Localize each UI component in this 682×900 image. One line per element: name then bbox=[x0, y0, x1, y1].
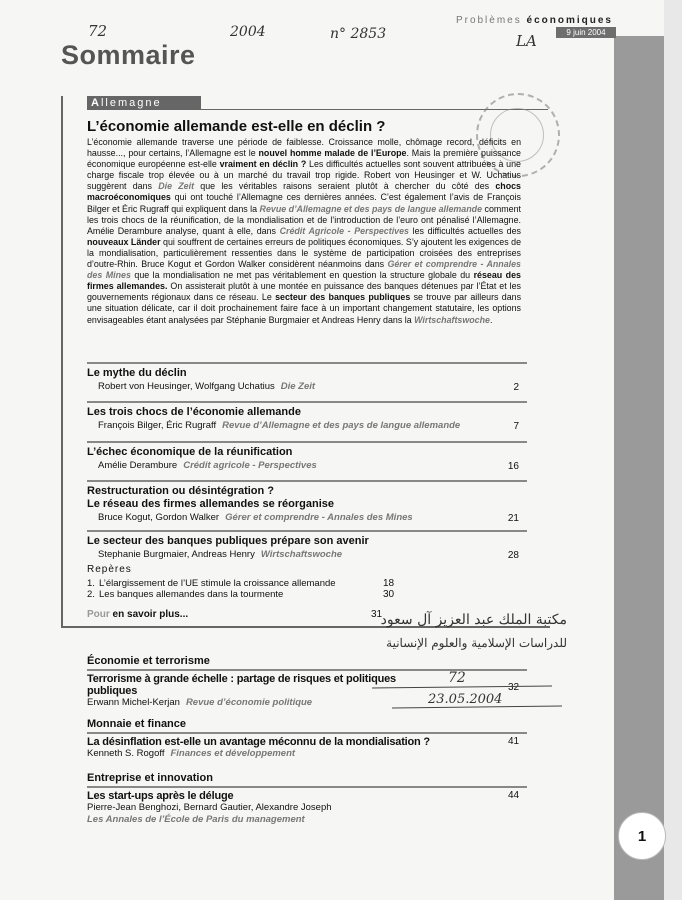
abstract-text: . bbox=[489, 314, 493, 325]
entry-page: 16 bbox=[507, 461, 519, 472]
entry-page: 28 bbox=[507, 550, 519, 561]
scan-edge bbox=[664, 0, 682, 900]
abstract-emphasis: chocs macroéconomiques bbox=[87, 181, 521, 203]
abstract-source: Die Zeit bbox=[158, 181, 195, 192]
handwritten-note: 72 bbox=[88, 22, 108, 40]
section-monnaie-finance bbox=[87, 718, 527, 760]
repere-item: 2. Les banques allemandes dans la tourmente bbox=[87, 589, 284, 600]
entry-source: Gérer et comprendre - Annales des Mines bbox=[225, 512, 413, 523]
entry-page: 2 bbox=[513, 382, 519, 393]
abstract-text: L’économie allemande traverse une période de faiblesse. Croissance molle, chômage record, déficits en hausse..., pour certains, l’Allemagne est le bbox=[87, 137, 521, 159]
publication-date: 9 juin 2004 bbox=[556, 27, 616, 38]
entry-authors: Stephanie Burgmaier, Andreas Henry Wirtschaftswoche bbox=[98, 549, 343, 560]
entry-authors: Amélie Derambure Crédit agricole - Perspectives bbox=[98, 460, 317, 471]
handwritten-mark: LA bbox=[516, 32, 537, 50]
entry-source: Revue d’Allemagne et des pays de langue allemande bbox=[222, 420, 461, 431]
article-page: 32 bbox=[508, 682, 520, 693]
toc-entry bbox=[87, 401, 527, 432]
article-page: 41 bbox=[508, 736, 520, 747]
entry-title: L’échec économique de la réunification bbox=[87, 446, 293, 458]
arabic-library-note: للدراسات الإسلامية والعلوم الإنسانية bbox=[386, 636, 567, 650]
reperes-heading: Repères bbox=[87, 564, 132, 575]
abstract-emphasis: vraiment en déclin ? bbox=[219, 159, 307, 170]
page-title: Sommaire bbox=[61, 40, 196, 70]
article-authors: Erwann Michel-Kerjan Revue d’économie politique bbox=[87, 697, 313, 708]
repere-item: 1. L’élargissement de l’UE stimule la croissance allemande bbox=[87, 578, 336, 589]
entry-title: Restructuration ou désintégration ? bbox=[87, 485, 275, 497]
abstract-emphasis: secteur des banques publiques bbox=[275, 292, 411, 303]
handwritten-year: 2004 bbox=[230, 24, 266, 40]
abstract-text: On assisterait plutôt à une montée en puissance des banques détenues par l’État et les gouvernements régionaux dans ce réseau. Le bbox=[87, 281, 521, 303]
abstract-source: Crédit Agricole - Perspectives bbox=[279, 225, 409, 236]
abstract-text: se trouve par ailleurs dans une situation délicate, car il doit prochainement faire face à un important changement statutaire, les options envisageables étant analysées par Stéphanie Burgmaier et Andreas Henry dans la bbox=[87, 292, 522, 325]
abstract-text: que la mondialisation ne met pas véritablement en question la structure globale du bbox=[130, 270, 474, 281]
right-margin-bar bbox=[614, 36, 664, 900]
entry-page: 21 bbox=[507, 513, 519, 524]
further-reading: Pour en savoir plus... bbox=[87, 609, 189, 620]
article-authors: Pierre-Jean Benghozi, Bernard Gautier, Alexandre Joseph bbox=[87, 802, 332, 813]
entry-title: Le mythe du déclin bbox=[87, 367, 187, 379]
abstract-emphasis: nouvel homme malade de l’Europe bbox=[258, 148, 407, 159]
toc-entry bbox=[87, 441, 527, 472]
category-heading: Entreprise et innovation bbox=[87, 772, 213, 784]
article-source: Les Annales de l’École de Paris du management bbox=[87, 814, 305, 825]
entry-source: Crédit agricole - Perspectives bbox=[183, 460, 317, 471]
abstract-text: que les véritables raisons seraient plutôt à chercher du côté des bbox=[194, 181, 496, 192]
arabic-library-note: مكتبة الملك عبد العزيز آل سعود bbox=[380, 612, 567, 628]
article-abstract bbox=[87, 137, 521, 326]
further-reading-page: 31 bbox=[371, 609, 383, 620]
abstract-text: . Mais la première puissance économique européenne est-elle bbox=[87, 148, 521, 170]
article-title: La désinflation est-elle un avantage méconnu de la mondialisation ? bbox=[87, 736, 430, 748]
entry-source: Wirtschaftswoche bbox=[260, 549, 343, 560]
article-page: 44 bbox=[508, 790, 520, 801]
abstract-text: comment les trois chocs de la réunification, de la mondialisation et de l’introduction de l’euro ont pénalisé l’Allemagne. Amélie Derambure analyse, quant à elle, dans bbox=[87, 203, 521, 236]
article-title: Les start-ups après le déluge bbox=[87, 790, 234, 802]
abstract-emphasis: nouveaux Länder bbox=[87, 236, 161, 247]
section-entreprise-innovation bbox=[87, 772, 527, 826]
handwritten-underlines bbox=[352, 610, 652, 720]
entry-authors: Robert von Heusinger, Wolfgang Uchatius Die Zeit bbox=[98, 381, 316, 392]
abstract-text: qui souffrent de certaines erreurs de politiques économiques. S’y ajoutent les exigences de la mondialisation, particulièrement ressenties dans le système de participation croisées des entreprises d’outre-Rhin. Bruce Kogut et Gordon Walker considèrent néanmoins dans bbox=[87, 236, 522, 270]
repere-page: 30 bbox=[383, 589, 395, 600]
abstract-text: les difficultés actuelles des bbox=[408, 225, 521, 236]
entry-title: Le secteur des banques publiques prépare son avenir bbox=[87, 535, 369, 547]
abstract-text: qui ont touché l’Allemagne ces dernières années. C’est également l’avis de François Bilger et Éric Rugraff qui expliquent dans la bbox=[87, 192, 521, 214]
entry-authors: Bruce Kogut, Gordon Walker Gérer et comprendre - Annales des Mines bbox=[98, 512, 413, 523]
article-authors: Kenneth S. Rogoff Finances et développement bbox=[87, 748, 296, 759]
category-heading: Économie et terrorisme bbox=[87, 655, 210, 667]
section-tag: Allemagne bbox=[87, 96, 201, 110]
entry-authors: François Bilger, Éric Rugraff Revue d’Allemagne et des pays de langue allemande bbox=[98, 420, 461, 431]
entry-title: Les trois chocs de l’économie allemande bbox=[87, 406, 301, 418]
category-heading: Monnaie et finance bbox=[87, 718, 187, 730]
toc-entry bbox=[87, 362, 527, 393]
toc-entry bbox=[87, 480, 527, 524]
article-title: Terrorisme à grande échelle : partage de risques et politiques publiques bbox=[87, 673, 396, 697]
article-title: L’économie allemande est-elle en déclin ? bbox=[87, 118, 386, 135]
repere-page: 18 bbox=[383, 578, 395, 589]
abstract-source: Wirtschaftswoche bbox=[414, 314, 490, 325]
entry-subtitle: Le réseau des firmes allemandes se réorganise bbox=[87, 498, 335, 510]
entry-page: 7 bbox=[513, 421, 519, 432]
abstract-emphasis: réseau des firmes allemandes. bbox=[87, 270, 521, 292]
handwritten-number: n° 2853 bbox=[330, 26, 387, 42]
registration-number: 72 bbox=[448, 670, 466, 686]
registration-date: 23.05.2004 bbox=[428, 692, 503, 707]
page-number: 1 bbox=[618, 812, 666, 860]
toc-entry bbox=[87, 530, 527, 561]
abstract-source: Revue d’Allemagne et des pays de langue allemande bbox=[259, 203, 483, 214]
abstract-source: Gérer et comprendre - Annales des Mines bbox=[87, 259, 521, 281]
abstract-text: Les difficultés actuelles sont souvent attribuées à une charge fiscale trop élevée ou à un marché du travail trop rigide. Robert von Heusinger et W. Uchatius suggèrent dans bbox=[87, 159, 521, 192]
entry-source: Die Zeit bbox=[280, 381, 316, 392]
publication-name: Problèmes économiques bbox=[455, 15, 613, 26]
